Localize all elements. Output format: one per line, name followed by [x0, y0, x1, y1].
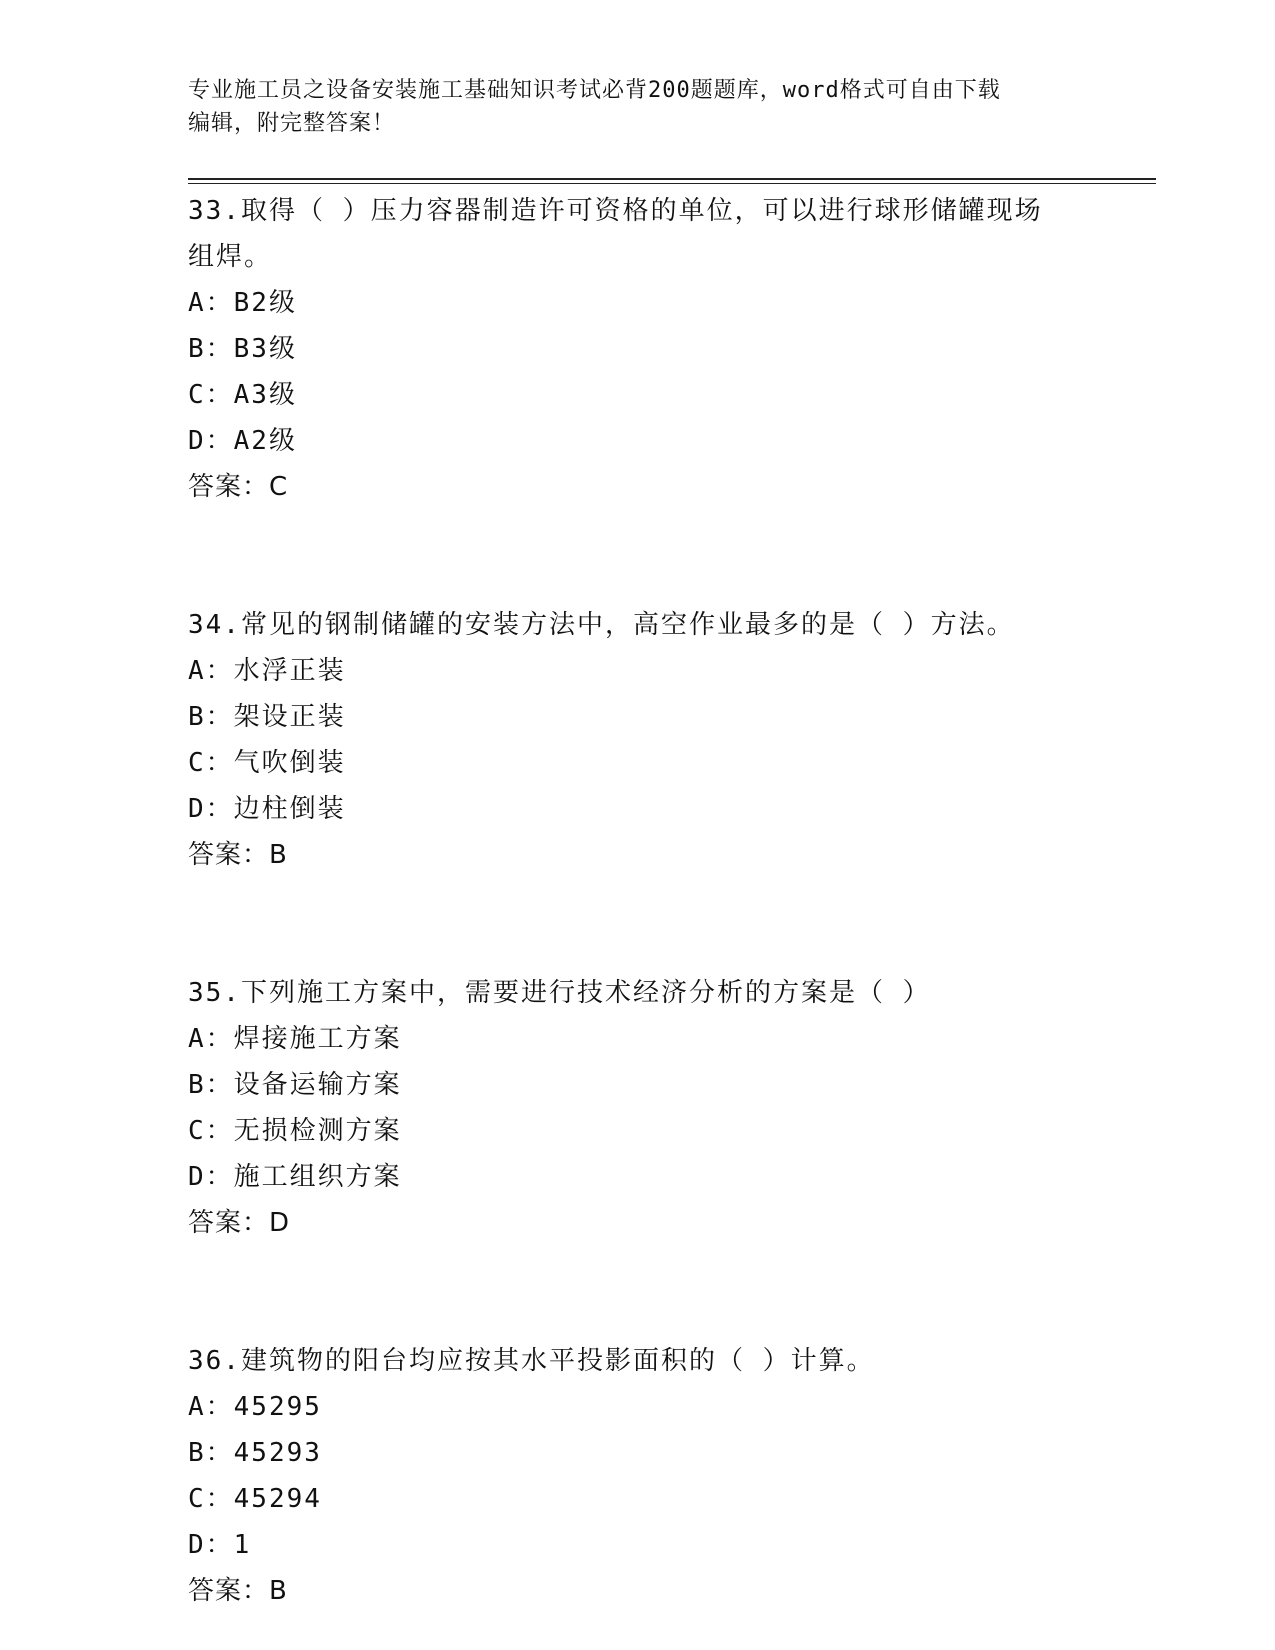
question-spacer — [188, 510, 1088, 602]
option-c: C：45294 — [188, 1484, 322, 1514]
question-stem-line: 36.建筑物的阳台均应按其水平投影面积的（ ）计算。 — [188, 1346, 875, 1376]
answer-line: 答案：B — [188, 1576, 288, 1606]
question-36 — [188, 1338, 1088, 1614]
header-title-line-1: 专业施工员之设备安装施工基础知识考试必背200题题库，word格式可自由下载 — [188, 78, 1001, 103]
header-divider-thin — [188, 183, 1156, 184]
question-spacer — [188, 1246, 1088, 1338]
answer-line: 答案：C — [188, 472, 289, 502]
header-divider-thick — [188, 178, 1156, 180]
question-stem-line: 34.常见的钢制储罐的安装方法中，高空作业最多的是（ ）方法。 — [188, 610, 1015, 640]
option-a: A：焊接施工方案 — [188, 1024, 402, 1054]
option-a: A：B2级 — [188, 288, 297, 318]
option-a: A：水浮正装 — [188, 656, 346, 686]
document-header — [188, 74, 1088, 140]
header-title-line-2: 编辑，附完整答案！ — [188, 111, 396, 136]
option-c: C：气吹倒装 — [188, 748, 346, 778]
option-d: D：1 — [188, 1530, 252, 1560]
question-stem-line: 组焊。 — [188, 242, 273, 272]
question-spacer — [188, 878, 1088, 970]
question-34 — [188, 602, 1088, 878]
option-d: D：A2级 — [188, 426, 297, 456]
question-35 — [188, 970, 1088, 1246]
answer-line: 答案：D — [188, 1208, 291, 1238]
answer-line: 答案：B — [188, 840, 288, 870]
option-b: B：架设正装 — [188, 702, 346, 732]
question-stem-line: 33.取得（ ）压力容器制造许可资格的单位，可以进行球形储罐现场 — [188, 196, 1043, 226]
option-b: B：45293 — [188, 1438, 322, 1468]
option-d: D：边柱倒装 — [188, 794, 346, 824]
option-a: A：45295 — [188, 1392, 322, 1422]
option-d: D：施工组织方案 — [188, 1162, 402, 1192]
option-c: C：无损检测方案 — [188, 1116, 402, 1146]
option-b: B：B3级 — [188, 334, 297, 364]
option-c: C：A3级 — [188, 380, 297, 410]
question-stem-line: 35.下列施工方案中，需要进行技术经济分析的方案是（ ） — [188, 978, 931, 1008]
question-33 — [188, 188, 1088, 510]
option-b: B：设备运输方案 — [188, 1070, 402, 1100]
question-list — [188, 188, 1088, 1614]
